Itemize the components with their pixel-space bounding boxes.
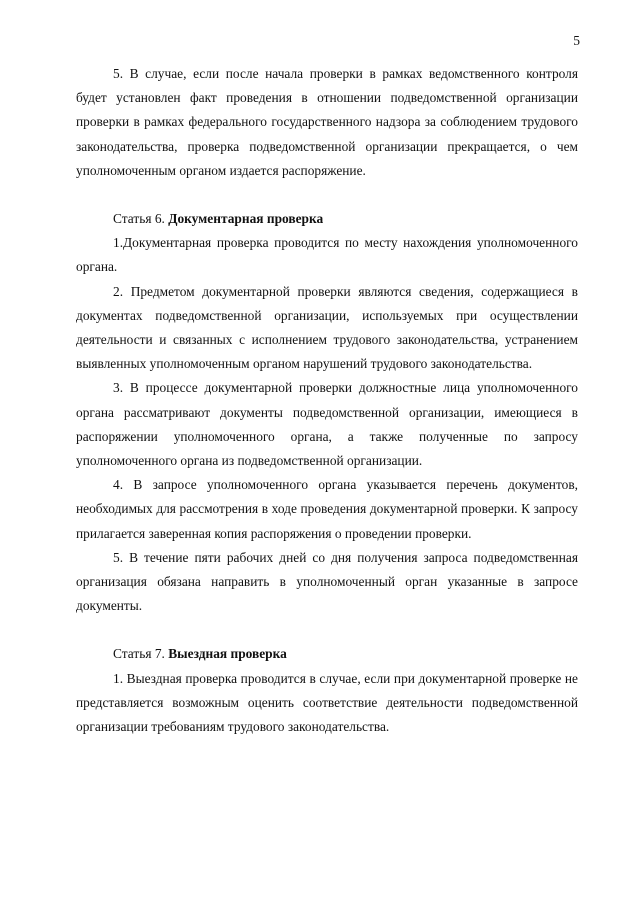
paragraph-article6-item2: 2. Предметом документарной проверки являются сведения, содержащиеся в документах подведомственной организации, используемых при осуществлении деятельности и связанных с исполнением трудового законодательства, устранением выявленных уполномоченным органом нарушений трудового законодательства. xyxy=(76,283,578,372)
article-6-prefix: Статья 6. xyxy=(113,211,169,227)
article-7-prefix: Статья 7. xyxy=(113,646,169,662)
article-6-title: Документарная проверка xyxy=(168,211,324,227)
paragraph-article6-item3: 3. В процессе документарной проверки должностные лица уполномоченного органа рассматривают документы подведомственной организации, имеющиеся в распоряжении уполномоченного органа, а также полученные по запросу уполномоченного органа из подведомственной организации. xyxy=(76,380,578,469)
article-7-title: Выездная проверка xyxy=(168,646,287,662)
paragraph-article7-item1: 1. Выездная проверка проводится в случае, если при документарной проверке не представляется возможным оценить соответствие деятельности подведомственной организации требованиям трудового законодательства. xyxy=(76,670,578,735)
document-body xyxy=(76,62,578,739)
paragraph-article6-item5: 5. В течение пяти рабочих дней со дня получения запроса подведомственная организация обязана направить в уполномоченный орган указанные в запросе документы. xyxy=(76,549,578,614)
article-6-heading xyxy=(76,207,578,231)
page-number: 5 xyxy=(573,33,580,48)
article-7-heading xyxy=(76,642,578,666)
paragraph-article6-item4: 4. В запросе уполномоченного органа указывается перечень документов, необходимых для рассмотрения в ходе проведения документарной проверки. К запросу прилагается заверенная копия распоряжения о проведении проверки. xyxy=(76,477,578,541)
paragraph-article5-item5: 5. В случае, если после начала проверки в рамках ведомственного контроля будет установлен факт проведения в отношении подведомственной организации проверки в рамках федерального государственного надзора за соблюдением трудового законодательства, проверка подведомственной организации прекращается, о чем уполномоченным органом издается распоряжение. xyxy=(76,66,578,178)
paragraph-article6-item1: 1.Документарная проверка проводится по месту нахождения уполномоченного органа. xyxy=(76,235,578,275)
